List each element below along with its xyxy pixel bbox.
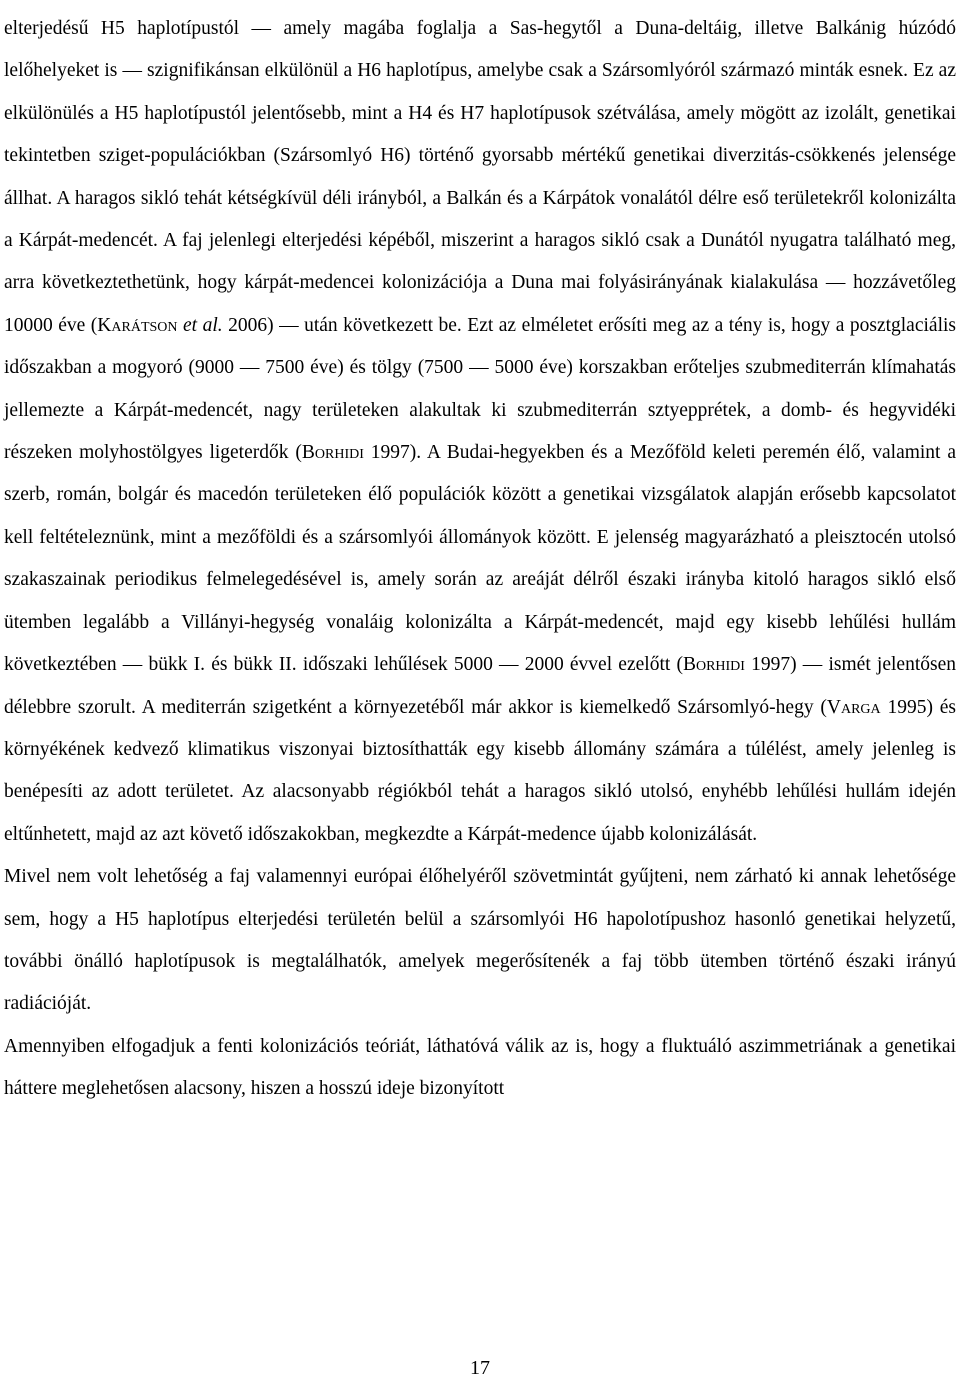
text-run: Mivel nem volt lehetőség a faj valamennyi európai élőhelyéről szövetmintát gyűjteni, nem zárható ki annak lehetősége sem, hogy a H5 haplotípus elterjedési területén belül a szársomlyói H6 hapolotípushoz hasonló genetikai helyzetű, további önálló haplotípusok is megtalálhatók, amelyek megerősítenék a faj több ütemben történő északi irányú radiációját. [4, 866, 956, 1015]
paragraph-3 [4, 1026, 956, 1111]
citation-author-borhidi: Borhidi [301, 442, 364, 464]
text-run: 1995) és környékének kedvező klimatikus viszonyai biztosíthatták egy kisebb állomány számára a túlélést, amely jelenleg is benépesíti az adott területet. Az alacsonyabb régiókból tehát a haragos sikló utolsó, enyhébb lehűlési hullám idején eltűnhetett, majd az azt követő időszakokban, megkezdte a Kárpát-medence újabb kolonizálását. [4, 696, 956, 845]
citation-author-varga: Varga [826, 696, 881, 718]
text-run: 1997) ― ismét jelentősen délebbre szorult. A mediterrán szigetként a környezetéből már akkor is kiemelkedő Szársomlyó-hegy ( [4, 654, 956, 718]
text-run: Amennyiben elfogadjuk a fenti kolonizációs teóriát, láthatóvá válik az is, hogy a fluktuáló aszimmetriának a genetikai háttere meglehetősen alacsony, hiszen a hosszú ideje bizonyított [4, 1035, 956, 1100]
paragraph-2 [4, 856, 956, 1026]
citation-author-karatson: Karátson [97, 314, 178, 336]
citation-author-borhidi: Borhidi [682, 654, 745, 676]
page-number: 17 [470, 1357, 490, 1379]
citation-et-al: et al. [183, 314, 223, 336]
text-run: 1997). A Budai-hegyekben és a Mezőföld keleti peremén élő, valamint a szerb, román, bolgár és macedón területeken élő populációk között a genetikai vizsgálatok alapján erősebb kapcsolatot kell feltételeznünk, mint a mezőföldi és a szársomlyói állományok között. E jelenség magyarázható a pleisztocén utolsó szakaszainak periodikus felmelegedésével is, amely során az areáját délről északi irányba kitoló haragos sikló első ütemben legalább a Villányi-hegység vonaláig kolonizálta a Kárpát-medencét, majd egy kisebb lehűlési hullám következtében ― bükk I. és bükk II. időszaki lehűlések 5000 ― 2000 évvel ezelőtt ( [4, 442, 956, 676]
text-run: 2006) ― után következett be. Ezt az elméletet erősíti meg az a tény is, hogy a posztglaciális időszakban a mogyoró (9000 ― 7500 éve) és tölgy (7500 ― 5000 éve) korszakban erőteljes szubmediterrán klímahatás jellemezte a Kárpát-medencét, nagy területeken alakultak ki szubmediterrán sztyepprétek, a domb- és hegyvidéki részeken molyhostölgyes ligeterdők ( [4, 314, 956, 464]
document-body [4, 8, 956, 1111]
text-run: elterjedésű H5 haplotípustól ― amely magába foglalja a Sas-hegytől a Duna-deltáig, illetve Balkánig húzódó lelőhelyeket is ― szignifikánsan elkülönül a H6 haplotípus, amelybe csak a Szársomlyóról származó minták esnek. Ez az elkülönülés a H5 haplotípustól jelentősebb, mint a H4 és H7 haplotípusok szétválása, amely mögött az izolált, genetikai tekintetben sziget-populációkban (Szársomlyó H6) történő gyorsabb mértékű genetikai diverzitás-csökkenés jelensége állhat. A haragos sikló tehát kétségkívül déli irányból, a Balkán és a Kárpátok vonalától délre eső területekről kolonizálta a Kárpát-medencét. A faj jelenlegi elterjedési képéből, miszerint a haragos sikló csak a Dunától nyugatra található meg, arra következtethetünk, hogy kárpát-medencei kolonizációja a Duna mai folyásirányának kialakulása ― hozzávetőleg 10000 éve ( [4, 18, 956, 336]
paragraph-1 [4, 8, 956, 856]
